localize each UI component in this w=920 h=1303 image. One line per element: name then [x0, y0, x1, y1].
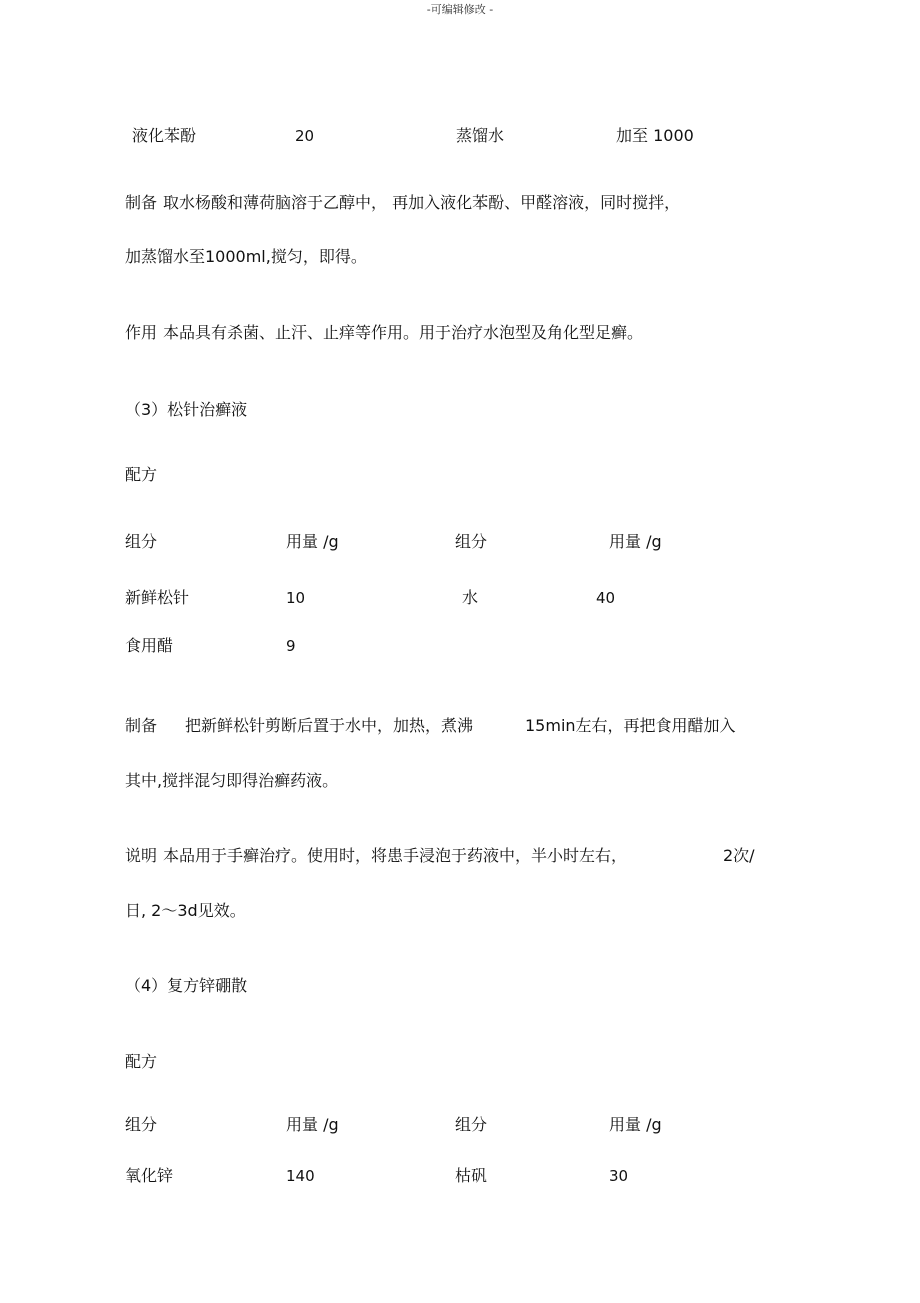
effect-label: 作用: [125, 323, 158, 342]
table-cell: 新鲜松针: [125, 588, 190, 607]
effect-text: 本品具有杀菌、止汗、止痒等作用。用于治疗水泡型及角化型足癣。: [163, 323, 644, 342]
note-text: 日, 2〜3d见效。: [125, 901, 246, 920]
prep-label: 制备: [125, 193, 158, 212]
table-header: 用量 /g: [286, 1115, 339, 1134]
table-header: 用量 /g: [286, 532, 339, 551]
component-name: 蒸馏水: [456, 126, 505, 145]
note-label: 说明: [125, 846, 158, 865]
table-cell: 140: [286, 1167, 315, 1185]
table-header: 用量 /g: [609, 532, 662, 551]
component-amount: 加至 1000: [616, 126, 694, 145]
table-cell: 40: [596, 589, 616, 607]
note-text: 本品用于手癣治疗。使用时，将患手浸泡于药液中，半小时左右，: [163, 846, 628, 865]
table-cell: 氧化锌: [125, 1166, 174, 1185]
prep-text: 加蒸馏水至1000ml,搅匀，即得。: [125, 247, 367, 266]
formula-label: 配方: [125, 1052, 158, 1071]
section-title: （3）松针治癣液: [125, 400, 248, 419]
section-title: （4）复方锌硼散: [125, 976, 248, 995]
table-cell: 10: [286, 589, 306, 607]
component-name: 液化苯酚: [132, 126, 197, 145]
table-cell: 水: [462, 588, 479, 607]
formula-label: 配方: [125, 465, 158, 484]
prep-text: 15min左右，再把食用醋加入: [525, 716, 736, 735]
table-header: 组分: [455, 532, 488, 551]
table-cell: 食用醋: [125, 636, 174, 655]
page-header: -可编辑修改 -: [426, 3, 494, 16]
table-header: 用量 /g: [609, 1115, 662, 1134]
table-cell: 枯矾: [455, 1166, 488, 1185]
table-cell: 9: [286, 637, 296, 655]
table-header: 组分: [125, 532, 158, 551]
table-header: 组分: [455, 1115, 488, 1134]
component-amount: 20: [295, 127, 315, 145]
prep-text: 取水杨酸和薄荷脑溶于乙醇中， 再加入液化苯酚、甲醛溶液，同时搅拌，: [163, 193, 681, 212]
table-cell: 30: [609, 1167, 629, 1185]
note-text: 2次/: [723, 846, 755, 865]
prep-text: 把新鲜松针剪断后置于水中，加热，煮沸: [185, 716, 474, 735]
prep-text: 其中,搅拌混匀即得治癣药液。: [125, 771, 339, 790]
table-header: 组分: [125, 1115, 158, 1134]
prep-label: 制备: [125, 716, 158, 735]
